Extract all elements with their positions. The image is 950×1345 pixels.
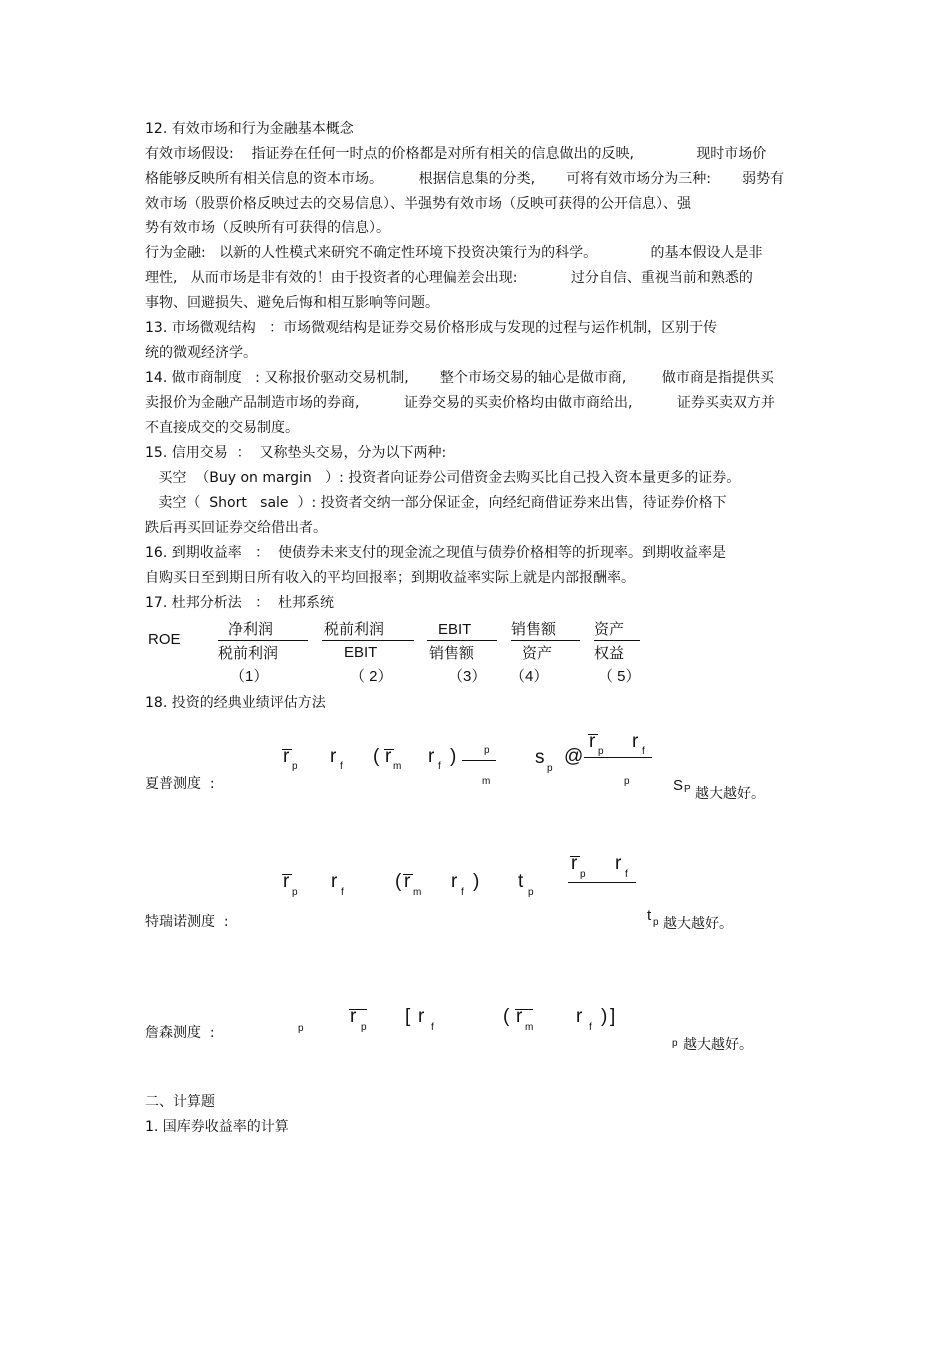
text-line: 格能够反映所有相关信息的资本市场。 根据信息集的分类, 可将有效市场分为三种: 弱势有 xyxy=(145,171,785,187)
r-symbol: r xyxy=(516,1006,523,1027)
overline xyxy=(384,749,394,750)
text-line: 自购买日至到期日所有收入的平均回报率；到期收益率实际上就是内部报酬率。 xyxy=(145,570,635,586)
paren: ) xyxy=(601,1006,608,1027)
t-symbol: t xyxy=(518,871,524,892)
overline xyxy=(282,749,292,750)
dupont-numerator: 资产 xyxy=(594,620,625,638)
tp-symbol: t xyxy=(647,907,652,924)
subscript: f xyxy=(461,887,464,898)
overline xyxy=(282,874,292,875)
dupont-denominator: 资产 xyxy=(522,644,553,662)
dupont-index: （ 2） xyxy=(350,668,393,685)
text-line: 有效市场假设: 指证券在任何一时点的价格都是对所有相关的信息做出的反映, 现时市场价 xyxy=(145,146,767,162)
sp-symbol: S xyxy=(673,777,684,794)
text-line: 不直接成交的交易制度。 xyxy=(145,420,299,436)
text-line: 理性, 从而市场是非有效的！由于投资者的心理偏差会出现: 过分自信、重视当前和熟悉的 xyxy=(145,270,753,286)
subscript: p xyxy=(547,763,553,774)
subscript: p xyxy=(653,917,659,928)
sigma-p: p xyxy=(624,776,630,787)
sharpe-label: 夏普测度 : xyxy=(145,776,215,792)
fraction-bar xyxy=(427,640,497,641)
r-symbol: r xyxy=(283,746,290,767)
paren: ) xyxy=(450,746,457,767)
treynor-label: 特瑞诺测度 : xyxy=(145,914,229,930)
subscript: p xyxy=(580,869,586,880)
fraction-bar xyxy=(462,760,496,761)
dupont-numerator: 税前利润 xyxy=(324,620,385,638)
subscript: p xyxy=(528,887,534,898)
r-symbol: r xyxy=(451,871,458,892)
subscript: m xyxy=(525,1022,534,1033)
heading-14: 14. 做市商制度 : 又称报价驱动交易机制, 整个市场交易的轴心是做市商, 做市商是指提供买 xyxy=(145,370,774,386)
dupont-denominator: 税前利润 xyxy=(218,644,279,662)
r-symbol: r xyxy=(283,871,290,892)
subscript: p xyxy=(292,887,298,898)
dupont-numerator: 净利润 xyxy=(228,620,274,638)
text-line: 买空 （Buy on margin ）: 投资者向证券公司借资金去购买比自己投入资本量更多的证券。 xyxy=(145,470,741,486)
fraction-bar xyxy=(322,640,414,641)
alpha-p: p xyxy=(672,1038,678,1049)
s-symbol: s xyxy=(535,747,545,768)
overline xyxy=(403,874,413,875)
heading-15: 15. 信用交易 ： 又称垫头交易，分为以下两种: xyxy=(145,445,447,461)
text-line: 统的微观经济学。 xyxy=(145,345,257,361)
alpha-p: p xyxy=(298,1023,304,1034)
heading-17: 17. 杜邦分析法 ： 杜邦系统 xyxy=(145,595,334,611)
subscript: f xyxy=(589,1022,592,1033)
subscript: f xyxy=(340,761,343,772)
r-symbol: r xyxy=(404,871,411,892)
subscript: p xyxy=(598,746,604,757)
dupont-index: （ 5） xyxy=(598,668,641,685)
paren: ( xyxy=(373,746,380,767)
dupont-index: （3） xyxy=(448,668,487,685)
r-symbol: r xyxy=(576,1006,583,1027)
heading-13: 13. 市场微观结构 ：市场微观结构是证券交易价格形成与发现的过程与运作机制，区别于传 xyxy=(145,320,718,336)
section-title-calc: 二、计算题 xyxy=(145,1094,215,1110)
subscript: f xyxy=(625,869,628,880)
r-symbol: r xyxy=(632,731,639,752)
sigma-p: p xyxy=(484,745,490,756)
heading-16: 16. 到期收益率 ： 使债券未来支付的现金流之现值与债券价格相等的折现率。到期收益率是 xyxy=(145,545,726,561)
dupont-denominator: EBIT xyxy=(344,644,378,661)
jensen-label: 詹森测度 : xyxy=(145,1025,215,1041)
roe-label: ROE xyxy=(148,631,181,648)
fraction-bar xyxy=(568,882,636,883)
text-line: 卖空（ Short sale ）: 投资者交纳一部分保证金，向经纪商借证券来出售，待证券价格下 xyxy=(145,495,727,511)
r-symbol: r xyxy=(615,853,622,874)
paren: ( xyxy=(395,871,402,892)
dupont-numerator: 销售额 xyxy=(511,620,557,638)
overline xyxy=(515,1009,533,1010)
r-symbol: r xyxy=(330,746,337,767)
dupont-denominator: 权益 xyxy=(594,644,625,662)
paren: ( xyxy=(503,1006,510,1027)
dupont-index: （1） xyxy=(230,668,269,685)
text-line: 卖报价为金融产品制造市场的券商, 证券交易的买卖价格均由做市商给出, 证券买卖双方并 xyxy=(145,395,775,411)
dupont-numerator: EBIT xyxy=(438,621,472,638)
heading-12: 12. 有效市场和行为金融基本概念 xyxy=(145,121,354,137)
fraction-bar xyxy=(594,640,640,641)
paren: ) xyxy=(473,871,480,892)
r-symbol: r xyxy=(589,731,596,752)
subscript: f xyxy=(642,746,645,757)
subscript: f xyxy=(341,887,344,898)
r-symbol: r xyxy=(418,1006,425,1027)
r-symbol: r xyxy=(428,746,435,767)
sigma-m: m xyxy=(482,776,491,787)
fraction-bar xyxy=(218,640,308,641)
bracket: [ xyxy=(405,1006,411,1027)
bracket: ] xyxy=(610,1006,616,1027)
text-line: 势有效市场（反映所有可获得的信息）。 xyxy=(145,220,390,236)
approx-symbol: @ xyxy=(564,746,584,767)
overline xyxy=(349,1009,367,1010)
better-text: 越大越好。 xyxy=(695,786,765,802)
r-symbol: r xyxy=(385,746,392,767)
heading-18: 18. 投资的经典业绩评估方法 xyxy=(145,695,326,711)
r-symbol: r xyxy=(350,1006,357,1027)
better-text: 越大越好。 xyxy=(663,916,733,932)
subscript: p xyxy=(292,761,298,772)
r-symbol: r xyxy=(331,871,338,892)
text-line: 跌后再买回证券交给借出者。 xyxy=(145,520,327,536)
subscript: p xyxy=(361,1022,367,1033)
text-line: 效市场（股票价格反映过去的交易信息）、半强势有效市场（反映可获得的公开信息）、强 xyxy=(145,196,691,212)
fraction-bar xyxy=(511,640,580,641)
text-line: 行为金融: 以新的人性模式来研究不确定性环境下投资决策行为的科学。 的基本假设人是非 xyxy=(145,245,763,261)
overline xyxy=(588,734,598,735)
overline xyxy=(570,856,580,857)
dupont-denominator: 销售额 xyxy=(429,644,475,662)
subscript: f xyxy=(431,1022,434,1033)
subscript: m xyxy=(393,761,402,772)
subscript: P xyxy=(684,784,691,795)
better-text: 越大越好。 xyxy=(683,1037,753,1053)
dupont-index: （4） xyxy=(510,668,549,685)
r-symbol: r xyxy=(571,853,578,874)
text-line: 事物、回避损失、避免后悔和相互影响等问题。 xyxy=(145,295,439,311)
fraction-bar xyxy=(584,757,652,758)
calc-item-1: 1. 国库券收益率的计算 xyxy=(145,1119,289,1135)
subscript: m xyxy=(413,887,422,898)
subscript: f xyxy=(438,761,441,772)
